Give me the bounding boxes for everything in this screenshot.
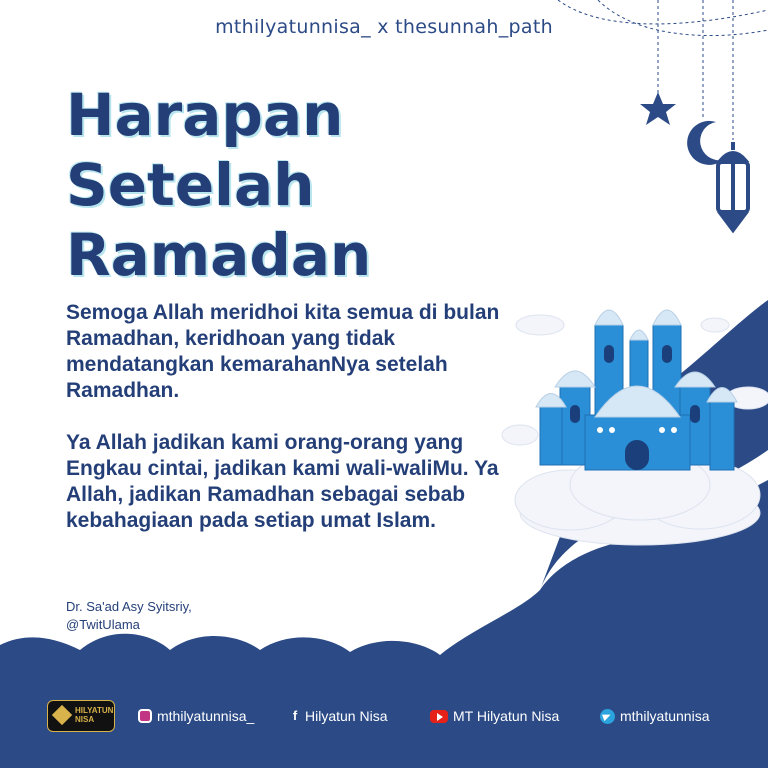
star-icon [640,92,676,125]
quote-source [66,598,192,634]
paragraph: Semoga Allah meridhoi kita semua di bulan Ramadhan, keridhoan yang tidak mendatangkan kemarahanNya setelah Ramadhan. [66,301,500,402]
logo-text: NISA [75,715,95,724]
youtube-icon [430,710,448,723]
telegram-handle: mthilyatunnisa [620,708,710,724]
page-title [66,80,371,290]
facebook-link[interactable] [290,708,387,724]
quote-author: Dr. Sa'ad Asy Syitsriy, [66,599,192,614]
paragraph: Ya Allah jadikan kami orang-orang yang Engkau cintai, jadikan kami wali-waliMu. Ya Allah, jadikan Ramadhan sebagai sebab kebahagiaan pada setiap umat Islam. [66,431,499,532]
mosque-illustration [500,295,768,565]
logo-text: HILYATUN [75,706,114,715]
telegram-icon [600,709,615,724]
facebook-icon: f [292,708,298,723]
instagram-icon [138,709,152,723]
instagram-handle: mthilyatunnisa_ [157,708,255,724]
title-line: Setelah [66,151,315,219]
title-line: Ramadan [66,221,372,289]
body-text [66,300,521,560]
instagram-link[interactable] [138,708,254,724]
crescent-icon [687,121,723,165]
hilyatun-nisa-logo [47,700,115,732]
facebook-handle: Hilyatun Nisa [305,708,388,724]
youtube-link[interactable] [430,708,559,724]
youtube-handle: MT Hilyatun Nisa [453,708,560,724]
telegram-link[interactable] [600,708,710,724]
logo-mark-icon [52,705,72,725]
lantern-icon [718,142,748,230]
title-line: Harapan [66,81,344,149]
footer-bar [0,696,768,740]
quote-handle: @TwitUlama [66,617,140,632]
hanging-decorations [538,0,768,240]
collab-header: mthilyatunnisa_ x thesunnah_path [215,16,553,38]
